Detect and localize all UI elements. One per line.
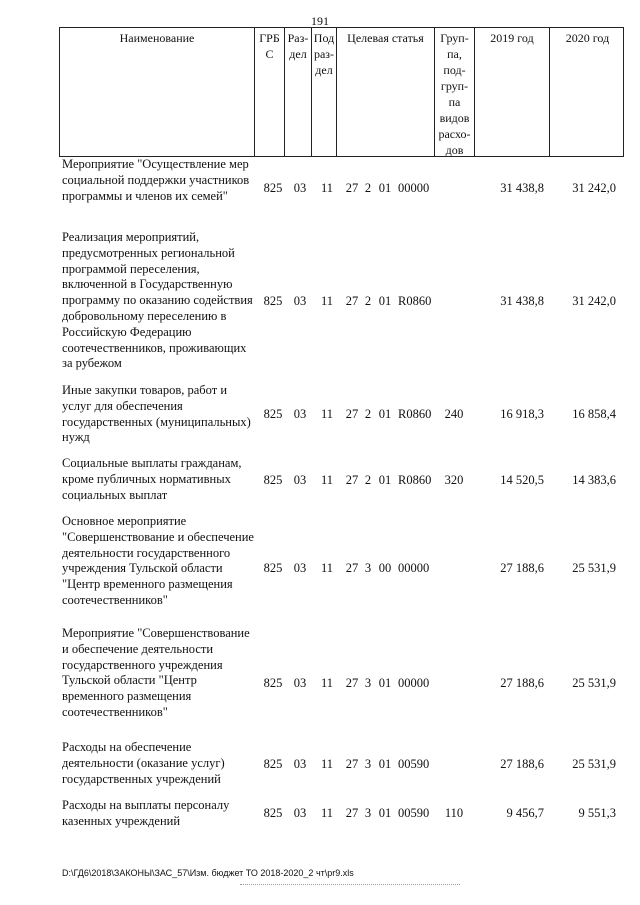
row-podrazdel: 11 <box>320 473 334 487</box>
row-name: Расходы на обеспечение деятельности (оказание услуг) государственных учреждений <box>62 740 225 786</box>
row-target-subprogram: 3 <box>364 676 372 690</box>
row-razdel: 03 <box>293 561 307 575</box>
col-header-podrazdel-line2: раз- <box>313 47 335 61</box>
row-2019-value: 27 188,6 <box>500 757 544 771</box>
row-target-event: 01 <box>378 407 392 421</box>
row-target-direction: 00590 <box>398 806 430 820</box>
row-target-direction: R0860 <box>398 294 432 308</box>
row-2019-value: 27 188,6 <box>500 676 544 690</box>
row-target-event: 00 <box>378 561 392 575</box>
row-target-event: 01 <box>378 181 392 195</box>
row-target-subprogram: 3 <box>364 561 372 575</box>
row-grbs: 825 <box>263 757 283 771</box>
col-header-name <box>60 28 255 156</box>
row-grbs: 825 <box>263 407 283 421</box>
row-grbs: 825 <box>263 676 283 690</box>
row-podrazdel: 11 <box>320 757 334 771</box>
row-name: Социальные выплаты гражданам, кроме публичных нормативных социальных выплат <box>62 456 242 502</box>
row-target-program: 27 <box>345 181 359 195</box>
page-number: 191 <box>311 14 329 28</box>
row-razdel: 03 <box>293 676 307 690</box>
row-name: Расходы на выплаты персоналу казенных учреждений <box>62 798 230 828</box>
col-header-name-text: Наименование <box>119 31 195 45</box>
row-2019-value: 9 456,7 <box>506 806 544 820</box>
row-grbs: 825 <box>263 561 283 575</box>
row-expense-type: 110 <box>444 806 464 820</box>
row-target-direction: 00000 <box>398 676 430 690</box>
row-podrazdel: 11 <box>320 181 334 195</box>
row-2019-value: 31 438,8 <box>500 181 544 195</box>
row-2020-value: 14 383,6 <box>572 473 616 487</box>
row-grbs: 825 <box>263 806 283 820</box>
row-podrazdel: 11 <box>320 294 334 308</box>
row-target-subprogram: 3 <box>364 806 372 820</box>
col-header-grbs-line1: ГРБ <box>259 31 280 45</box>
row-podrazdel: 11 <box>320 561 334 575</box>
row-target-subprogram: 2 <box>364 407 372 421</box>
col-header-2019-text: 2019 год <box>490 31 534 45</box>
row-grbs: 825 <box>263 294 283 308</box>
row-podrazdel: 11 <box>320 676 334 690</box>
col-header-razdel-line2: дел <box>289 47 307 61</box>
row-target-event: 01 <box>378 676 392 690</box>
row-2019-value: 27 188,6 <box>500 561 544 575</box>
row-razdel: 03 <box>293 294 307 308</box>
col-header-target <box>337 28 435 156</box>
row-target-subprogram: 2 <box>364 181 372 195</box>
row-expense-type: 240 <box>444 407 464 421</box>
row-2020-value: 16 858,4 <box>572 407 616 421</box>
col-header-2019 <box>475 28 550 156</box>
table-header <box>59 27 624 157</box>
row-target-program: 27 <box>345 676 359 690</box>
col-header-2020-text: 2020 год <box>565 31 610 45</box>
row-2019-value: 31 438,8 <box>500 294 544 308</box>
row-podrazdel: 11 <box>320 806 334 820</box>
row-2019-value: 16 918,3 <box>500 407 544 421</box>
col-header-2020 <box>550 28 625 156</box>
row-name: Мероприятие "Осуществление мер социальной поддержки участников программы и членов их семей" <box>62 157 250 203</box>
col-header-vid-line4: груп- <box>440 79 469 93</box>
col-header-vid-line7: расхо- <box>438 127 471 141</box>
col-header-razdel-line1: Раз- <box>287 31 309 45</box>
row-target-subprogram: 2 <box>364 294 372 308</box>
row-2020-value: 25 531,9 <box>572 757 616 771</box>
row-name: Реализация мероприятий, предусмотренных региональной программой переселения, включенной в Государственную программу по оказанию содействия добровольному переселению в Российскую Федерацию соотечественников, проживающих за рубежом <box>62 230 253 371</box>
col-header-target-text: Целевая статья <box>347 31 424 45</box>
row-target-subprogram: 2 <box>364 473 372 487</box>
row-target-program: 27 <box>345 473 359 487</box>
row-name: Мероприятие "Совершенствование и обеспечение деятельности государственного учреждения Тульской области "Центр временного размещения соотечественников" <box>62 626 250 719</box>
col-header-razdel <box>285 28 312 156</box>
row-target-direction: 00590 <box>398 757 430 771</box>
file-path-footer: D:\ГД6\2018\ЗАКОНЫ\ЗАС_57\Изм. бюджет ТО 2018-2020_2 чт\pr9.xls <box>62 868 354 878</box>
row-target-program: 27 <box>345 294 359 308</box>
col-header-vid-line1: Груп- <box>440 31 469 45</box>
row-target-direction: 00000 <box>398 561 430 575</box>
col-header-vid <box>435 28 475 156</box>
row-target-program: 27 <box>345 407 359 421</box>
row-target-event: 01 <box>378 757 392 771</box>
row-target-direction: R0860 <box>398 407 432 421</box>
row-2020-value: 31 242,0 <box>572 294 616 308</box>
col-header-podrazdel-line3: дел <box>315 63 333 77</box>
row-2020-value: 9 551,3 <box>578 806 616 820</box>
row-razdel: 03 <box>293 757 307 771</box>
col-header-vid-line2: па, <box>447 47 462 61</box>
row-2019-value: 14 520,5 <box>500 473 544 487</box>
footer-divider <box>240 884 460 885</box>
row-target-direction: 00000 <box>398 181 430 195</box>
row-target-event: 01 <box>378 806 392 820</box>
row-target-subprogram: 3 <box>364 757 372 771</box>
col-header-grbs <box>255 28 285 156</box>
row-target-event: 01 <box>378 473 392 487</box>
row-name: Иные закупки товаров, работ и услуг для обеспечения государственных (муниципальных) нужд <box>62 383 251 445</box>
col-header-podrazdel-line1: Под <box>313 31 335 45</box>
col-header-vid-line5: па <box>448 95 461 109</box>
row-grbs: 825 <box>263 473 283 487</box>
row-razdel: 03 <box>293 473 307 487</box>
row-podrazdel: 11 <box>320 407 334 421</box>
row-target-program: 27 <box>345 806 359 820</box>
row-target-program: 27 <box>345 561 359 575</box>
col-header-vid-line3: под- <box>443 63 466 77</box>
row-razdel: 03 <box>293 806 307 820</box>
col-header-podrazdel <box>312 28 337 156</box>
row-2020-value: 25 531,9 <box>572 676 616 690</box>
row-expense-type: 320 <box>444 473 464 487</box>
row-target-event: 01 <box>378 294 392 308</box>
row-target-direction: R0860 <box>398 473 432 487</box>
row-grbs: 825 <box>263 181 283 195</box>
row-name: Основное мероприятие "Совершенствование и обеспечение деятельности государственного учреждения Тульской области "Центр временного размещения соотечественников" <box>62 514 254 607</box>
row-2020-value: 31 242,0 <box>572 181 616 195</box>
row-razdel: 03 <box>293 181 307 195</box>
row-target-program: 27 <box>345 757 359 771</box>
col-header-vid-line6: видов <box>439 111 470 125</box>
col-header-grbs-line2: С <box>265 47 274 61</box>
row-2020-value: 25 531,9 <box>572 561 616 575</box>
col-header-vid-line8: дов <box>445 143 464 156</box>
row-razdel: 03 <box>293 407 307 421</box>
